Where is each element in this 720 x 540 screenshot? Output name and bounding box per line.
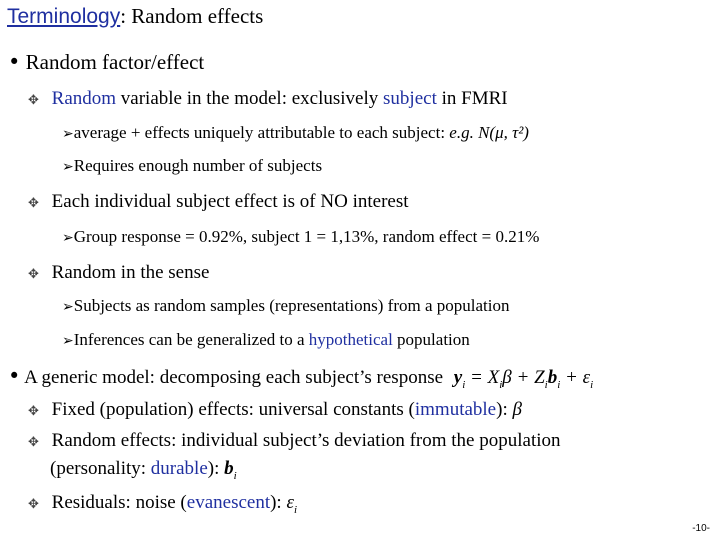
title-term: Terminology — [7, 5, 121, 28]
text-immutable: immutable — [414, 399, 497, 420]
text-no-interest: Each individual subject effect is of NO interest — [51, 191, 409, 212]
sub-requires-subjects — [62, 156, 322, 176]
arrow-bullet-icon: ➢ — [62, 230, 74, 246]
diamond-bullet-icon: ✥ — [28, 93, 39, 108]
text-generic-model: A generic model: decomposing each subject’s response — [24, 367, 444, 388]
slide-title — [7, 4, 263, 29]
text-random-sense: Random in the sense — [51, 262, 210, 283]
model-equation: $y_i = X_i\beta + Z_ib_i + \varepsilon_i$ — [453, 367, 594, 391]
diamond-bullet-icon: ✥ — [28, 435, 39, 450]
diamond-bullet-icon: ✥ — [28, 404, 39, 419]
text-random: Random — [51, 88, 117, 109]
text-durable: durable — [150, 458, 208, 479]
symbol-epsilon-sub: i — [293, 503, 298, 516]
sub-random-variable — [28, 88, 508, 110]
text-requires: Requires enough number of subjects — [73, 156, 323, 175]
text-durable-post: ): — [207, 458, 225, 479]
arrow-bullet-icon: ➢ — [62, 159, 74, 175]
diamond-bullet-icon: ✥ — [28, 196, 39, 211]
sub-group-response — [62, 227, 539, 247]
text-mid: variable in the model: exclusively — [116, 88, 384, 109]
text-post: in FMRI — [436, 88, 508, 109]
sub-random-samples — [62, 296, 509, 316]
text-fixed-pre: Fixed (population) effects: universal constants ( — [51, 399, 415, 420]
text-eg: e.g. — [449, 123, 474, 142]
symbol-epsilon: ε — [286, 492, 294, 513]
diamond-bullet-icon: ✥ — [28, 267, 39, 282]
diamond-bullet-icon: ✥ — [28, 497, 39, 512]
sub-no-interest — [28, 191, 409, 213]
sub-fixed-effects — [28, 399, 522, 421]
text-hypothetical: hypothetical — [308, 330, 393, 349]
sub-random-effects-cont — [50, 458, 237, 482]
text-random-effects: Random effects: individual subject’s deviation from the population — [51, 430, 561, 451]
bullet-dot-icon: • — [8, 50, 21, 74]
symbol-b: b — [224, 458, 234, 479]
sub-inferences — [62, 330, 470, 350]
text-residuals-pre: Residuals: noise ( — [51, 492, 187, 513]
text-random-samples: Subjects as random samples (representations) from a population — [73, 296, 510, 315]
bullet-random-factor — [8, 50, 204, 75]
text-dist: N(μ, τ²) — [473, 123, 529, 142]
arrow-bullet-icon: ➢ — [62, 126, 74, 142]
sub-average-effects — [62, 123, 529, 143]
text-subject: subject — [383, 88, 437, 109]
bullet-dot-icon: • — [8, 364, 21, 388]
text-fixed-post: ): — [496, 399, 513, 420]
text-average: average + effects uniquely attributable to each subject: — [73, 123, 450, 142]
sub-random-effects — [28, 430, 561, 452]
text-inferences-pre: Inferences can be generalized to a — [73, 330, 309, 349]
symbol-beta: β — [512, 399, 522, 420]
title-rest: : Random effects — [120, 4, 264, 28]
text-residuals-post: ): — [270, 492, 287, 513]
sub-residuals — [28, 492, 297, 516]
symbol-b-sub: i — [233, 469, 237, 482]
sub-random-sense — [28, 262, 209, 284]
bullet-text: Random factor/effect — [25, 50, 205, 74]
text-evanescent: evanescent — [186, 492, 271, 513]
text-inferences-post: population — [392, 330, 470, 349]
text-personality: (personality: — [50, 458, 151, 479]
text-group-response: Group response = 0.92%, subject 1 = 1,13%, random effect = 0.21% — [73, 227, 540, 246]
arrow-bullet-icon: ➢ — [62, 333, 74, 349]
arrow-bullet-icon: ➢ — [62, 299, 74, 315]
bullet-generic-model — [8, 364, 593, 391]
page-number: -10- — [692, 523, 710, 534]
